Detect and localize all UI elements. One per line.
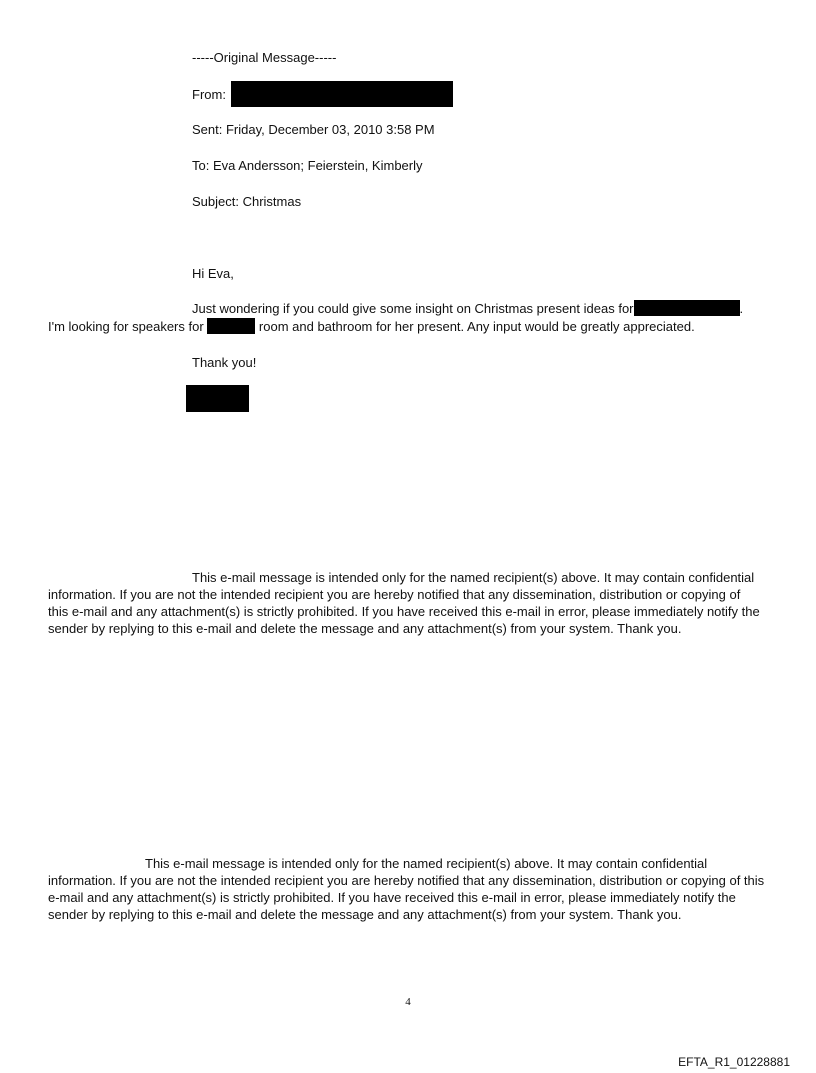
body-line-1 [192, 300, 743, 317]
redaction-block [231, 81, 453, 107]
original-message-marker: -----Original Message----- [192, 50, 337, 65]
from-label: From: [192, 87, 226, 102]
page-number: 4 [405, 996, 411, 1008]
signature-redaction [186, 385, 249, 412]
disclaimer-1 [48, 569, 760, 637]
body-line-2-start: I'm looking for speakers for [48, 319, 204, 334]
body-line-2-end: room and bathroom for her present. Any input would be greatly appreciated. [258, 319, 695, 334]
from-line [192, 86, 226, 103]
subject-line: Subject: Christmas [192, 194, 302, 209]
thanks-line: Thank you! [192, 355, 257, 370]
disclaimer-1-text: This e-mail message is intended only for the named recipient(s) above. It may contain confidential information. If you are not the intended recipient you are hereby notified that any dissemination, distribution or copying of this e-mail and any attachment(s) is strictly prohibited. If you have received this e-mail in error, please immediately notify the sender by replying to this e-mail and delete the message and any attachment(s) from your system. Thank you. [48, 570, 760, 636]
redaction-block [634, 300, 740, 316]
body-line-1-end: . [739, 301, 744, 316]
body-line-1-text: Just wondering if you could give some insight on Christmas present ideas for [192, 301, 634, 316]
body-line-2 [48, 318, 695, 335]
bates-number: EFTA_R1_01228881 [678, 1055, 790, 1069]
disclaimer-2 [48, 855, 778, 923]
redaction-block [207, 318, 255, 334]
to-line: To: Eva Andersson; Feierstein, Kimberly [192, 158, 423, 173]
greeting: Hi Eva, [192, 266, 234, 281]
sent-line: Sent: Friday, December 03, 2010 3:58 PM [192, 122, 435, 137]
disclaimer-2-text: This e-mail message is intended only for the named recipient(s) above. It may contain confidential information. If you are not the intended recipient you are hereby notified that any dissemination, distribution or copying of this e-mail and any attachment(s) is strictly prohibited. If you have received this e-mail in error, please immediately notify the sender by replying to this e-mail and delete the message and any attachment(s) from your system. Thank you. [48, 856, 765, 922]
